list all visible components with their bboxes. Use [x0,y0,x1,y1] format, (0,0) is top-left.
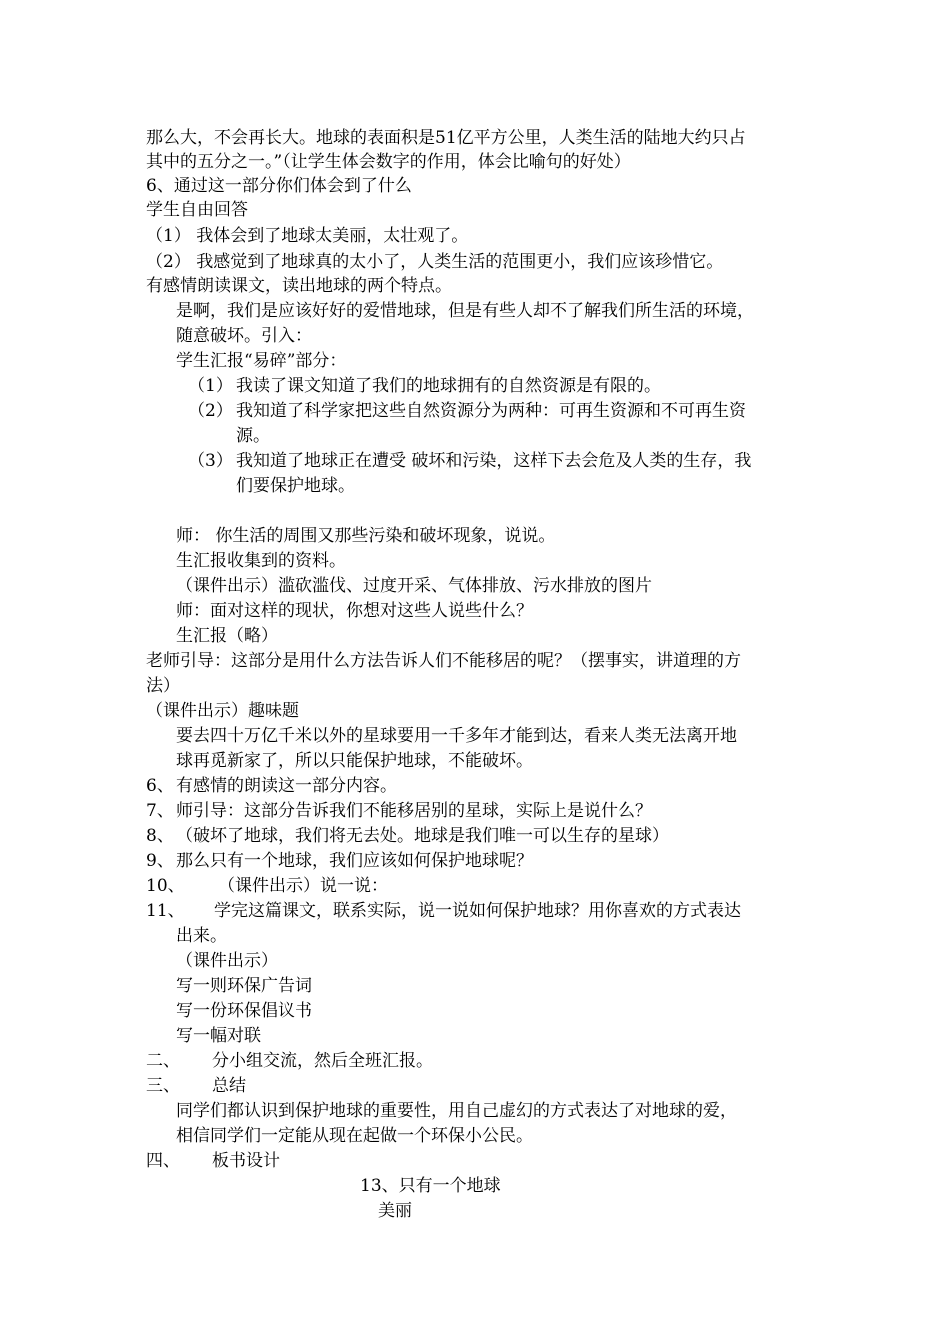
list-item: （课件出示）说一说： [218,876,388,896]
list-number: （3） [188,451,233,471]
text-line: （课件出示） [176,951,278,971]
text-line: 随意破坏。引入： [176,326,312,346]
list-item: 有感情的朗读这一部分内容。 [176,776,397,796]
list-item: 师引导：这部分告诉我们不能移居别的星球，实际上是说什么？ [176,801,652,821]
list-item: 源。 [236,426,270,446]
list-item: （破坏了地球，我们将无去处。地球是我们唯一可以生存的星球） [176,826,669,846]
text-line: 生汇报（略） [176,626,278,646]
text-line: 师：面对这样的现状，你想对这些人说些什么？ [176,601,533,621]
text-line: 6、通过这一部分你们体会到了什么 [146,176,412,196]
text-line: （1） 我体会到了地球太美丽，太壮观了。 [146,226,469,246]
section-item: 总结 [212,1076,246,1096]
text-line: 写一则环保广告词 [176,976,312,996]
text-line: 师： 你生活的周围又那些污染和破坏现象，说说。 [176,526,556,546]
text-line: 写一份环保倡议书 [176,1001,312,1021]
list-item: 出来。 [176,926,227,946]
text-line: 球再觅新家了，所以只能保护地球，不能破坏。 [176,751,533,771]
text-line: 是啊，我们是应该好好的爱惜地球，但是有些人却不了解我们所生活的环境， [176,301,754,321]
section-item: 板书设计 [212,1151,280,1171]
text-line: （2） 我感觉到了地球真的太小了，人类生活的范围更小，我们应该珍惜它。 [146,252,724,272]
list-item: 我知道了科学家把这些自然资源分为两种：可再生资源和不可再生资 [236,401,746,421]
section-number: 三、 [146,1076,180,1096]
list-item: 我读了课文知道了我们的地球拥有的自然资源是有限的。 [236,376,661,396]
section-number: 四、 [146,1151,180,1171]
list-item: 我知道了地球正在遭受 破坏和污染，这样下去会危及人类的生存，我 [236,451,752,471]
text-line: 相信同学们一定能从现在起做一个环保小公民。 [176,1126,533,1146]
list-number: 9、 [146,851,174,871]
text-line: 同学们都认识到保护地球的重要性，用自己虚幻的方式表达了对地球的爱， [176,1101,737,1121]
text-line: 那么大，不会再长大。地球的表面积是51亿平方公里，人类生活的陆地大约只占 [146,128,746,148]
text-line: 学生自由回答 [146,200,248,220]
section-item: 分小组交流，然后全班汇报。 [212,1051,433,1071]
list-item: 们要保护地球。 [236,476,355,496]
list-number: （1） [188,376,233,396]
list-number: 10、 [146,876,185,896]
text-line: 老师引导：这部分是用什么方法告诉人们不能移居的呢？（摆事实，讲道理的方 [146,651,741,671]
text-line: （课件出示）趣味题 [146,701,299,721]
list-number: 8、 [146,826,174,846]
list-number: （2） [188,401,233,421]
list-number: 11、 [146,901,185,921]
text-line: 法） [146,676,180,696]
text-line: 其中的五分之一。”（让学生体会数字的作用，体会比喻句的好处） [146,152,631,172]
list-item: 那么只有一个地球，我们应该如何保护地球呢？ [176,851,533,871]
text-line: （课件出示）滥砍滥伐、过度开采、气体排放、污水排放的图片 [176,576,652,596]
board-title: 13、只有一个地球 [360,1176,501,1196]
text-line: 写一幅对联 [176,1026,261,1046]
text-line: 要去四十万亿千米以外的星球要用一千多年才能到达，看来人类无法离开地 [176,726,737,746]
text-line: 学生汇报“易碎”部分： [176,351,347,371]
text-line: 有感情朗读课文，读出地球的两个特点。 [146,276,452,296]
text-line: 生汇报收集到的资料。 [176,551,346,571]
list-number: 7、 [146,801,174,821]
board-item: 美丽 [378,1201,412,1221]
list-number: 6、 [146,776,174,796]
section-number: 二、 [146,1051,180,1071]
list-item: 学完这篇课文，联系实际，说一说如何保护地球？用你喜欢的方式表达 [214,901,741,921]
